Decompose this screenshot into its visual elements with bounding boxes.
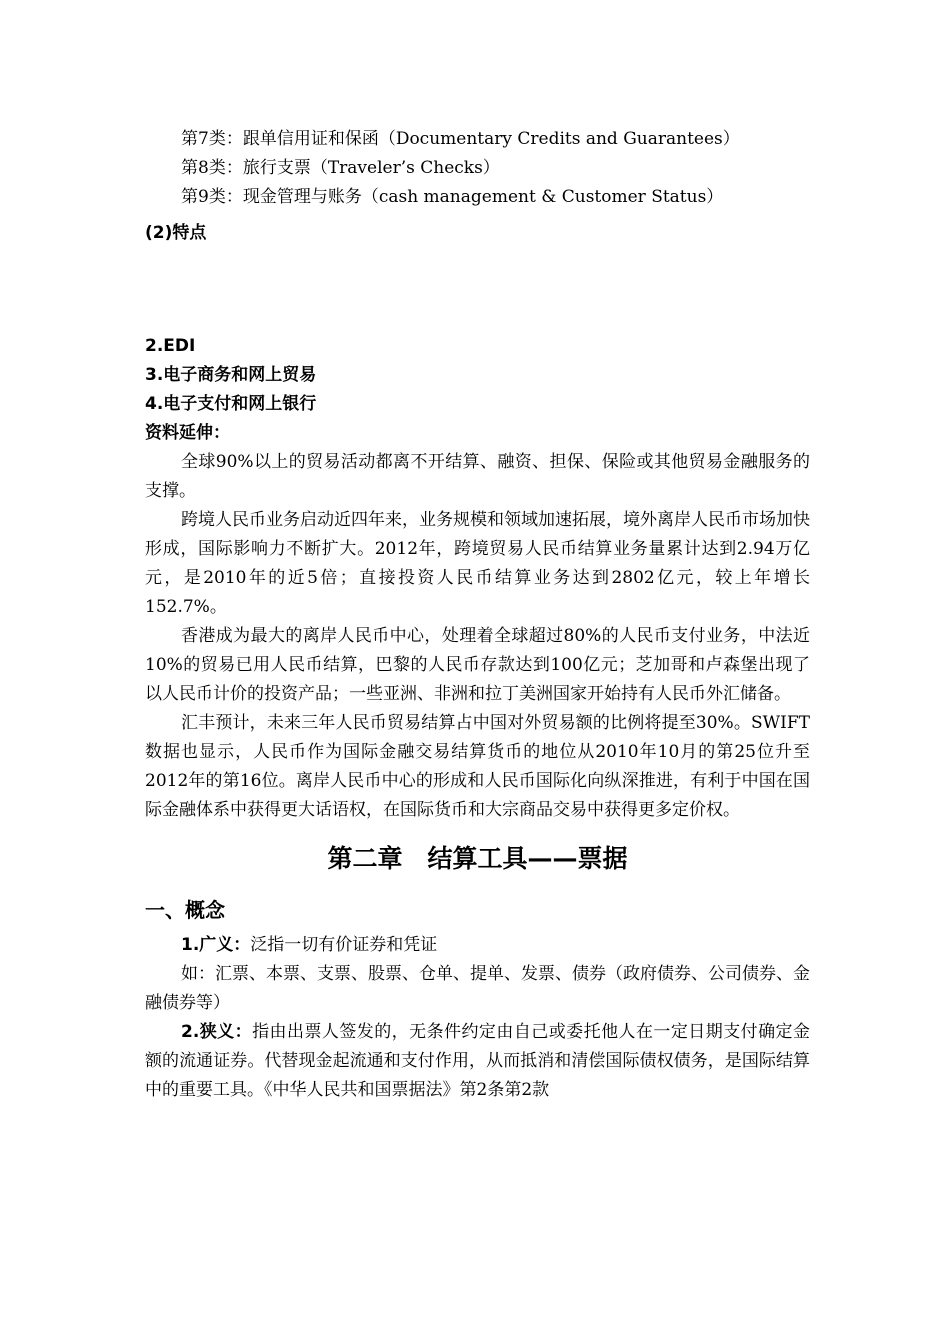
- paragraph-trade-finance: 全球90%以上的贸易活动都离不开结算、融资、担保、保险或其他贸易金融服务的支撑。: [145, 452, 810, 501]
- item-edi: 2.EDI: [145, 336, 196, 356]
- broad-definition: [145, 931, 810, 960]
- chapter-title: 第二章 结算工具——票据: [327, 844, 628, 873]
- category-9: 第9类：现金管理与账务（cash management & Customer Status）: [181, 187, 724, 207]
- section-title: 一、概念: [145, 898, 225, 922]
- item-epayment: 4.电子支付和网上银行: [145, 394, 317, 414]
- page-content: [145, 125, 810, 1105]
- broad-example: 如：汇票、本票、支票、股票、仓单、提单、发票、债券（政府债券、公司债券、金融债券等）: [145, 964, 810, 1013]
- narrow-text: 指由出票人签发的，无条件约定由自己或委托他人在一定日期支付确定金额的流通证券。代替现金起流通和支付作用，从而抵消和清偿国际债权债务，是国际结算中的重要工具。《中华人民共和国票据法》第2条第2款: [145, 1022, 811, 1100]
- category-8: 第8类：旅行支票（Traveler’s Checks）: [181, 158, 500, 178]
- extension-heading: 资料延伸：: [145, 423, 230, 443]
- paragraph-offshore-centers: 香港成为最大的离岸人民币中心，处理着全球超过80%的人民币支付业务，中法近10%的贸易已用人民币结算，巴黎的人民币存款达到100亿元；芝加哥和卢森堡出现了以人民币计价的投资产品；一些亚洲、非洲和拉丁美洲国家开始持有人民币外汇储备。: [145, 626, 810, 704]
- broad-text: 泛指一切有价证券和凭证: [250, 935, 438, 955]
- category-7: 第7类：跟单信用证和保函（Documentary Credits and Guarantees）: [181, 129, 740, 149]
- broad-label: 1.广义：: [181, 935, 251, 955]
- paragraph-hsbc-forecast: 汇丰预计，未来三年人民币贸易结算占中国对外贸易额的比例将提至30%。SWIFT数据也显示，人民币作为国际金融交易结算货币的地位从2010年10月的第25位升至2012年的第16位。离岸人民币中心的形成和人民币国际化向纵深推进，有利于中国在国际金融体系中获得更大话语权，在国际货币和大宗商品交易中获得更多定价权。: [145, 713, 810, 820]
- narrow-definition: [145, 1018, 810, 1105]
- paragraph-cross-border-rmb: 跨境人民币业务启动近四年来，业务规模和领域加速拓展，境外离岸人民币市场加快形成，国际影响力不断扩大。2012年，跨境贸易人民币结算业务量累计达到2.94万亿元，是2010年的近5倍；直接投资人民币结算业务达到2802亿元，较上年增长152.7%。: [145, 510, 810, 617]
- features-heading: (2)特点: [145, 223, 207, 243]
- item-ecommerce: 3.电子商务和网上贸易: [145, 365, 317, 385]
- narrow-label: 2.狭义：: [181, 1022, 253, 1042]
